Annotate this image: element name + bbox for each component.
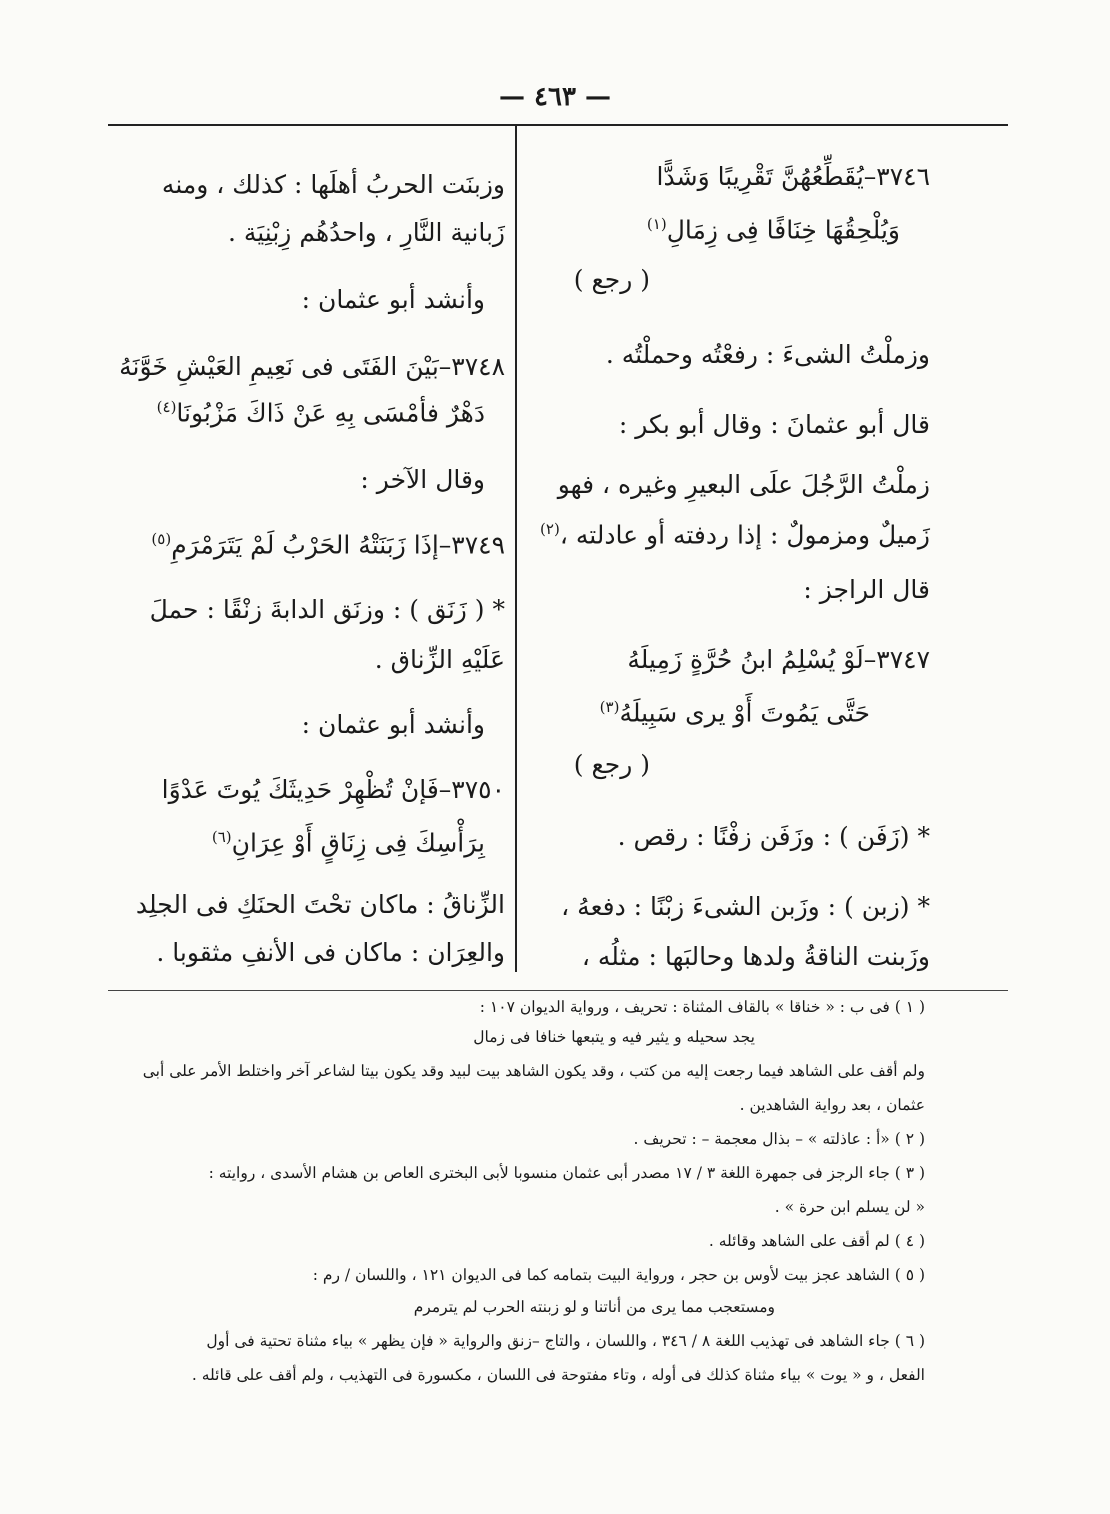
column-divider [515, 124, 517, 972]
entry-line: * (زَفَن ) : وزَفَن زفْنًا : رقص . [617, 822, 930, 851]
verse-line: دَهْرٌ فأمْسَى بِهِ عَنْ ذَاكَ مَزْبُونَا$^{(٤)}$ [156, 398, 485, 428]
text-line: وزبنَت الحربُ أهلَها : كذلك ، ومنه [161, 170, 505, 199]
footnote-line: ( ٦ ) جاء الشاهد فى تهذيب اللغة ٨ / ٣٤٦ ، واللسان ، والتاج –زنق والرواية « فإن يظهر » بياء مثناة تحتية فى أول [206, 1332, 925, 1350]
text-line: وأنشد أبو عثمان : [301, 285, 485, 314]
verse-line: ٣٧٤٦–يُقَطِّعُهُنَّ تَقْرِيبًا وَشَدًّا [656, 162, 930, 191]
text-line: وأنشد أبو عثمان : [301, 710, 485, 739]
rajaz-label: ( رجع ) [573, 265, 650, 294]
verse-line: ٣٧٤٩–إذَا زَبَنَتْهُ الحَرْبُ لَمْ يَتَرَمْرَمِ$^{(٥)}$ [151, 530, 505, 560]
text-line: وزملْتُ الشىءَ : رفعْتُه وحملْتُه . [605, 340, 930, 369]
text-line: قال الراجز : [803, 575, 930, 604]
footnote-verse: يجد سحيله و يثير فيه و يتبعها خنافا فى زمال [473, 1028, 755, 1046]
footnote-line: ( ٤ ) لم أقف على الشاهد وقائله . [708, 1232, 925, 1250]
footnote-verse: ومستعجب مما يرى من أناتنا و لو زبنته الحرب لم يترمرم [413, 1298, 775, 1316]
footnote-marker: (١) [646, 215, 667, 233]
footnote-marker: (٤) [156, 398, 177, 416]
text-line: زملْتُ الرَّجُلَ علَى البعيرِ وغيره ، فهو [557, 470, 930, 499]
footnote-line: ( ٢ ) «أ : عاذلته » – بذال معجمة – : تحريف . [633, 1130, 925, 1148]
verse-line: بِرَأْسِكَ فِى زِنَاقٍ أَوْ عِرَانِ$^{(٦)}$ [211, 828, 485, 858]
text-line: قال أبو عثمانَ : وقال أبو بكر : [618, 410, 930, 439]
text-line: زَميلٌ ومزمولٌ : إذا ردفته أو عادلته ،$^{(٢)}$ [540, 520, 930, 550]
footnote-line: « لن يسلم ابن حرة » . [774, 1198, 925, 1216]
verse-line: ٣٧٥٠–فَإنْ تُظْهِرْ حَدِيثَكَ يُوتَ عَدْوًا [161, 775, 505, 804]
verse-line: ٣٧٤٧–لَوْ يُسْلِمُ ابنُ حُرَّةٍ زَمِيلَهُ [627, 645, 930, 674]
header-rule [108, 124, 1008, 126]
footnote-rule [108, 990, 1008, 991]
footnote-marker: (٦) [211, 828, 232, 846]
entry-line: * (زبن ) : وزَبن الشىءَ زبْنًا : دفعهُ ، [561, 892, 930, 921]
text-line: والعِرَان : ماكان فى الأنفِ مثقوبا . [156, 938, 505, 967]
footnote-marker: (٥) [151, 530, 172, 548]
page-number: — ٤٦٣ — [498, 82, 612, 112]
verse-line: وَيُلْحِقُهَا خِنَافًا فِى زِمَالِ$^{(١)}$ [646, 215, 900, 245]
footnote-line: ( ٥ ) الشاهد عجز بيت لأوس بن حجر ، ورواية البيت بتمامه كما فى الديوان ١٢١ ، واللسان / رم : [312, 1266, 925, 1284]
footnote-line: ولم أقف على الشاهد فيما رجعت إليه من كتب ، وقد يكون الشاهد بيت لبيد وقد يكون بيتا لشاعر آخر واختلط الأمر على أبى [142, 1062, 925, 1080]
footnote-marker: (٢) [540, 520, 560, 538]
text-line: وقال الآخر : [360, 465, 485, 494]
entry-line: * ( زَنَق ) : وزنَق الدابةَ زنْقًا : حملَ [149, 595, 505, 624]
text-line: عَلَيْهِ الزِّناق . [374, 645, 505, 674]
rajaz-label: ( رجع ) [573, 750, 650, 779]
verse-line: ٣٧٤٨–بَيْنَ الفَتَى فى نَعِيمِ العَيْشِ خَوَّنَهُ [119, 352, 505, 381]
text-line: وزَبنت الناقةُ ولدها وحالبَها : مثلُه ، [581, 942, 930, 971]
footnote-line: عثمان ، بعد رواية الشاهدين . [739, 1096, 925, 1114]
text-line: زَبانية النَّارِ ، واحدُهُم زِبْنِيَة . [227, 218, 505, 247]
text-line: الزِّناقُ : ماكان تحْتَ الحنَكِ فى الجلِد [135, 890, 505, 919]
verse-line: حَتَّى يَمُوتَ أَوْ يرى سَبِيلَهُ$^{(٣)}$ [599, 698, 870, 728]
footnote-marker: (٣) [599, 698, 620, 716]
footnote-line: ( ٣ ) جاء الرجز فى جمهرة اللغة ٣ / ١٧ مصدر أبى عثمان منسوبا لأبى البخترى العاص بن هشام الأسدى ، روايته : [208, 1164, 925, 1182]
footnote-line: ( ١ ) فى ب : « خناقا » بالقاف المثناة : تحريف ، ورواية الديوان ١٠٧ : [479, 998, 925, 1016]
footnote-line: الفعل ، و « يوت » بياء مثناة كذلك فى أوله ، وتاء مفتوحة فى اللسان ، مكسورة فى التهذيب ، ولم أقف على قائله . [191, 1366, 925, 1384]
